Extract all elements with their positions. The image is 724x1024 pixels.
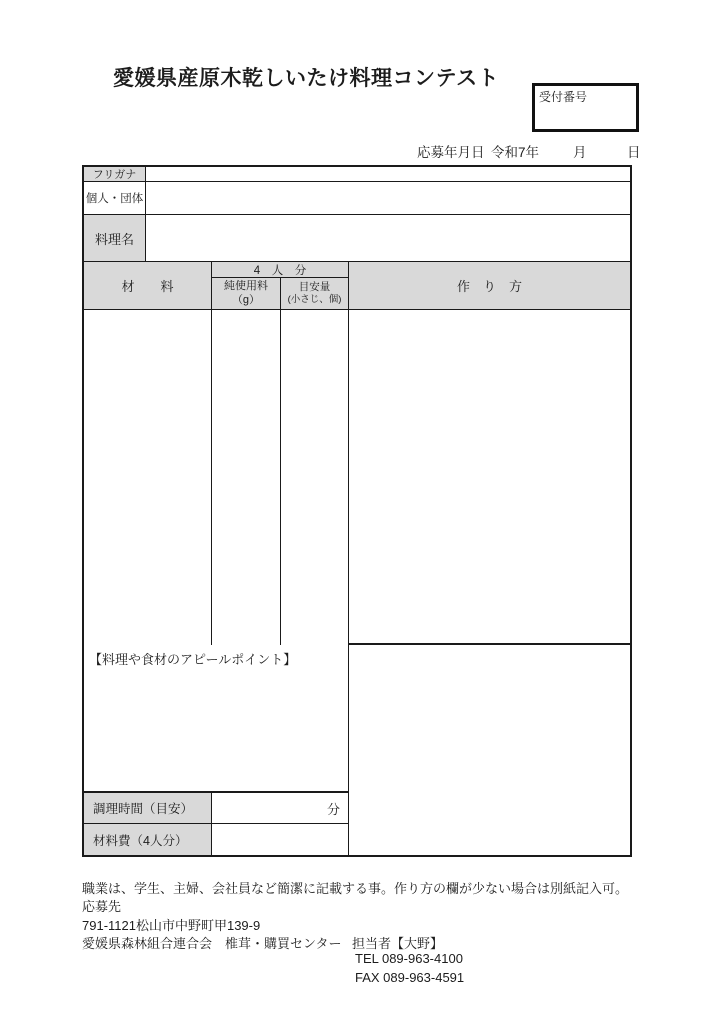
dish-name-value-cell	[146, 215, 630, 262]
note-occupation: 職業は、学生、主婦、会社員など簡潔に記載する事。作り方の欄が少ない場合は別紙記入可。	[82, 881, 629, 896]
net-amount-header	[212, 278, 281, 310]
cooking-time-unit: 分	[326, 801, 340, 817]
instructions-body-cell-lower	[349, 645, 630, 855]
application-date-month-label: 月	[573, 145, 587, 160]
application-date-label: 応募年月日	[417, 145, 485, 160]
note-tel: TEL 089-963-4100	[355, 951, 463, 966]
entrant-value-cell	[146, 182, 630, 215]
ingredient-cost-label: 材料費（4人分）	[84, 824, 212, 855]
ingredients-body-cell	[84, 310, 212, 645]
application-date-day-label: 日	[627, 145, 641, 160]
dish-name-label: 料理名	[84, 215, 146, 262]
cooking-time-value-cell	[212, 793, 349, 824]
net-amount-header-line1: 純使用料	[224, 279, 268, 292]
instructions-column-header: 作 り 方	[349, 262, 630, 310]
approx-amount-header-line2: (小さじ、個)	[287, 294, 342, 306]
appeal-points-label: 【料理や食材のアピールポイント】	[89, 652, 297, 667]
ingredients-column-header: 材 料	[84, 262, 212, 310]
net-amount-header-line2: （g）	[231, 293, 261, 306]
cooking-time-label: 調理時間（目安）	[84, 793, 212, 824]
servings-header: 4 人 分	[212, 262, 349, 278]
entry-form-table	[82, 165, 632, 857]
furigana-value-cell	[146, 167, 630, 182]
application-date-era-year: 令和7年	[491, 145, 540, 160]
note-contact-person: 担当者【大野】	[352, 936, 444, 951]
note-fax: FAX 089-963-4591	[355, 970, 465, 985]
net-amount-body-cell	[212, 310, 281, 645]
instructions-body-cell	[349, 310, 630, 645]
approx-amount-header	[281, 278, 349, 310]
note-organization: 愛媛県森林組合連合会 椎茸・購買センター	[82, 936, 342, 951]
reception-number-label: 受付番号	[539, 90, 588, 104]
approx-amount-header-line1: 目安量	[298, 281, 331, 293]
appeal-points-box	[84, 645, 349, 793]
approx-amount-body-cell	[281, 310, 349, 645]
note-address: 791-1121松山市中野町甲139-9	[82, 918, 261, 933]
reception-number-box	[532, 83, 639, 132]
note-apply-to: 応募先	[82, 899, 122, 914]
ingredient-cost-value-cell	[212, 824, 349, 855]
page-title: 愛媛県産原木乾しいたけ料理コンテスト	[113, 67, 500, 90]
furigana-label: フリガナ	[84, 167, 146, 182]
entrant-type-label: 個人・団体	[84, 182, 146, 215]
